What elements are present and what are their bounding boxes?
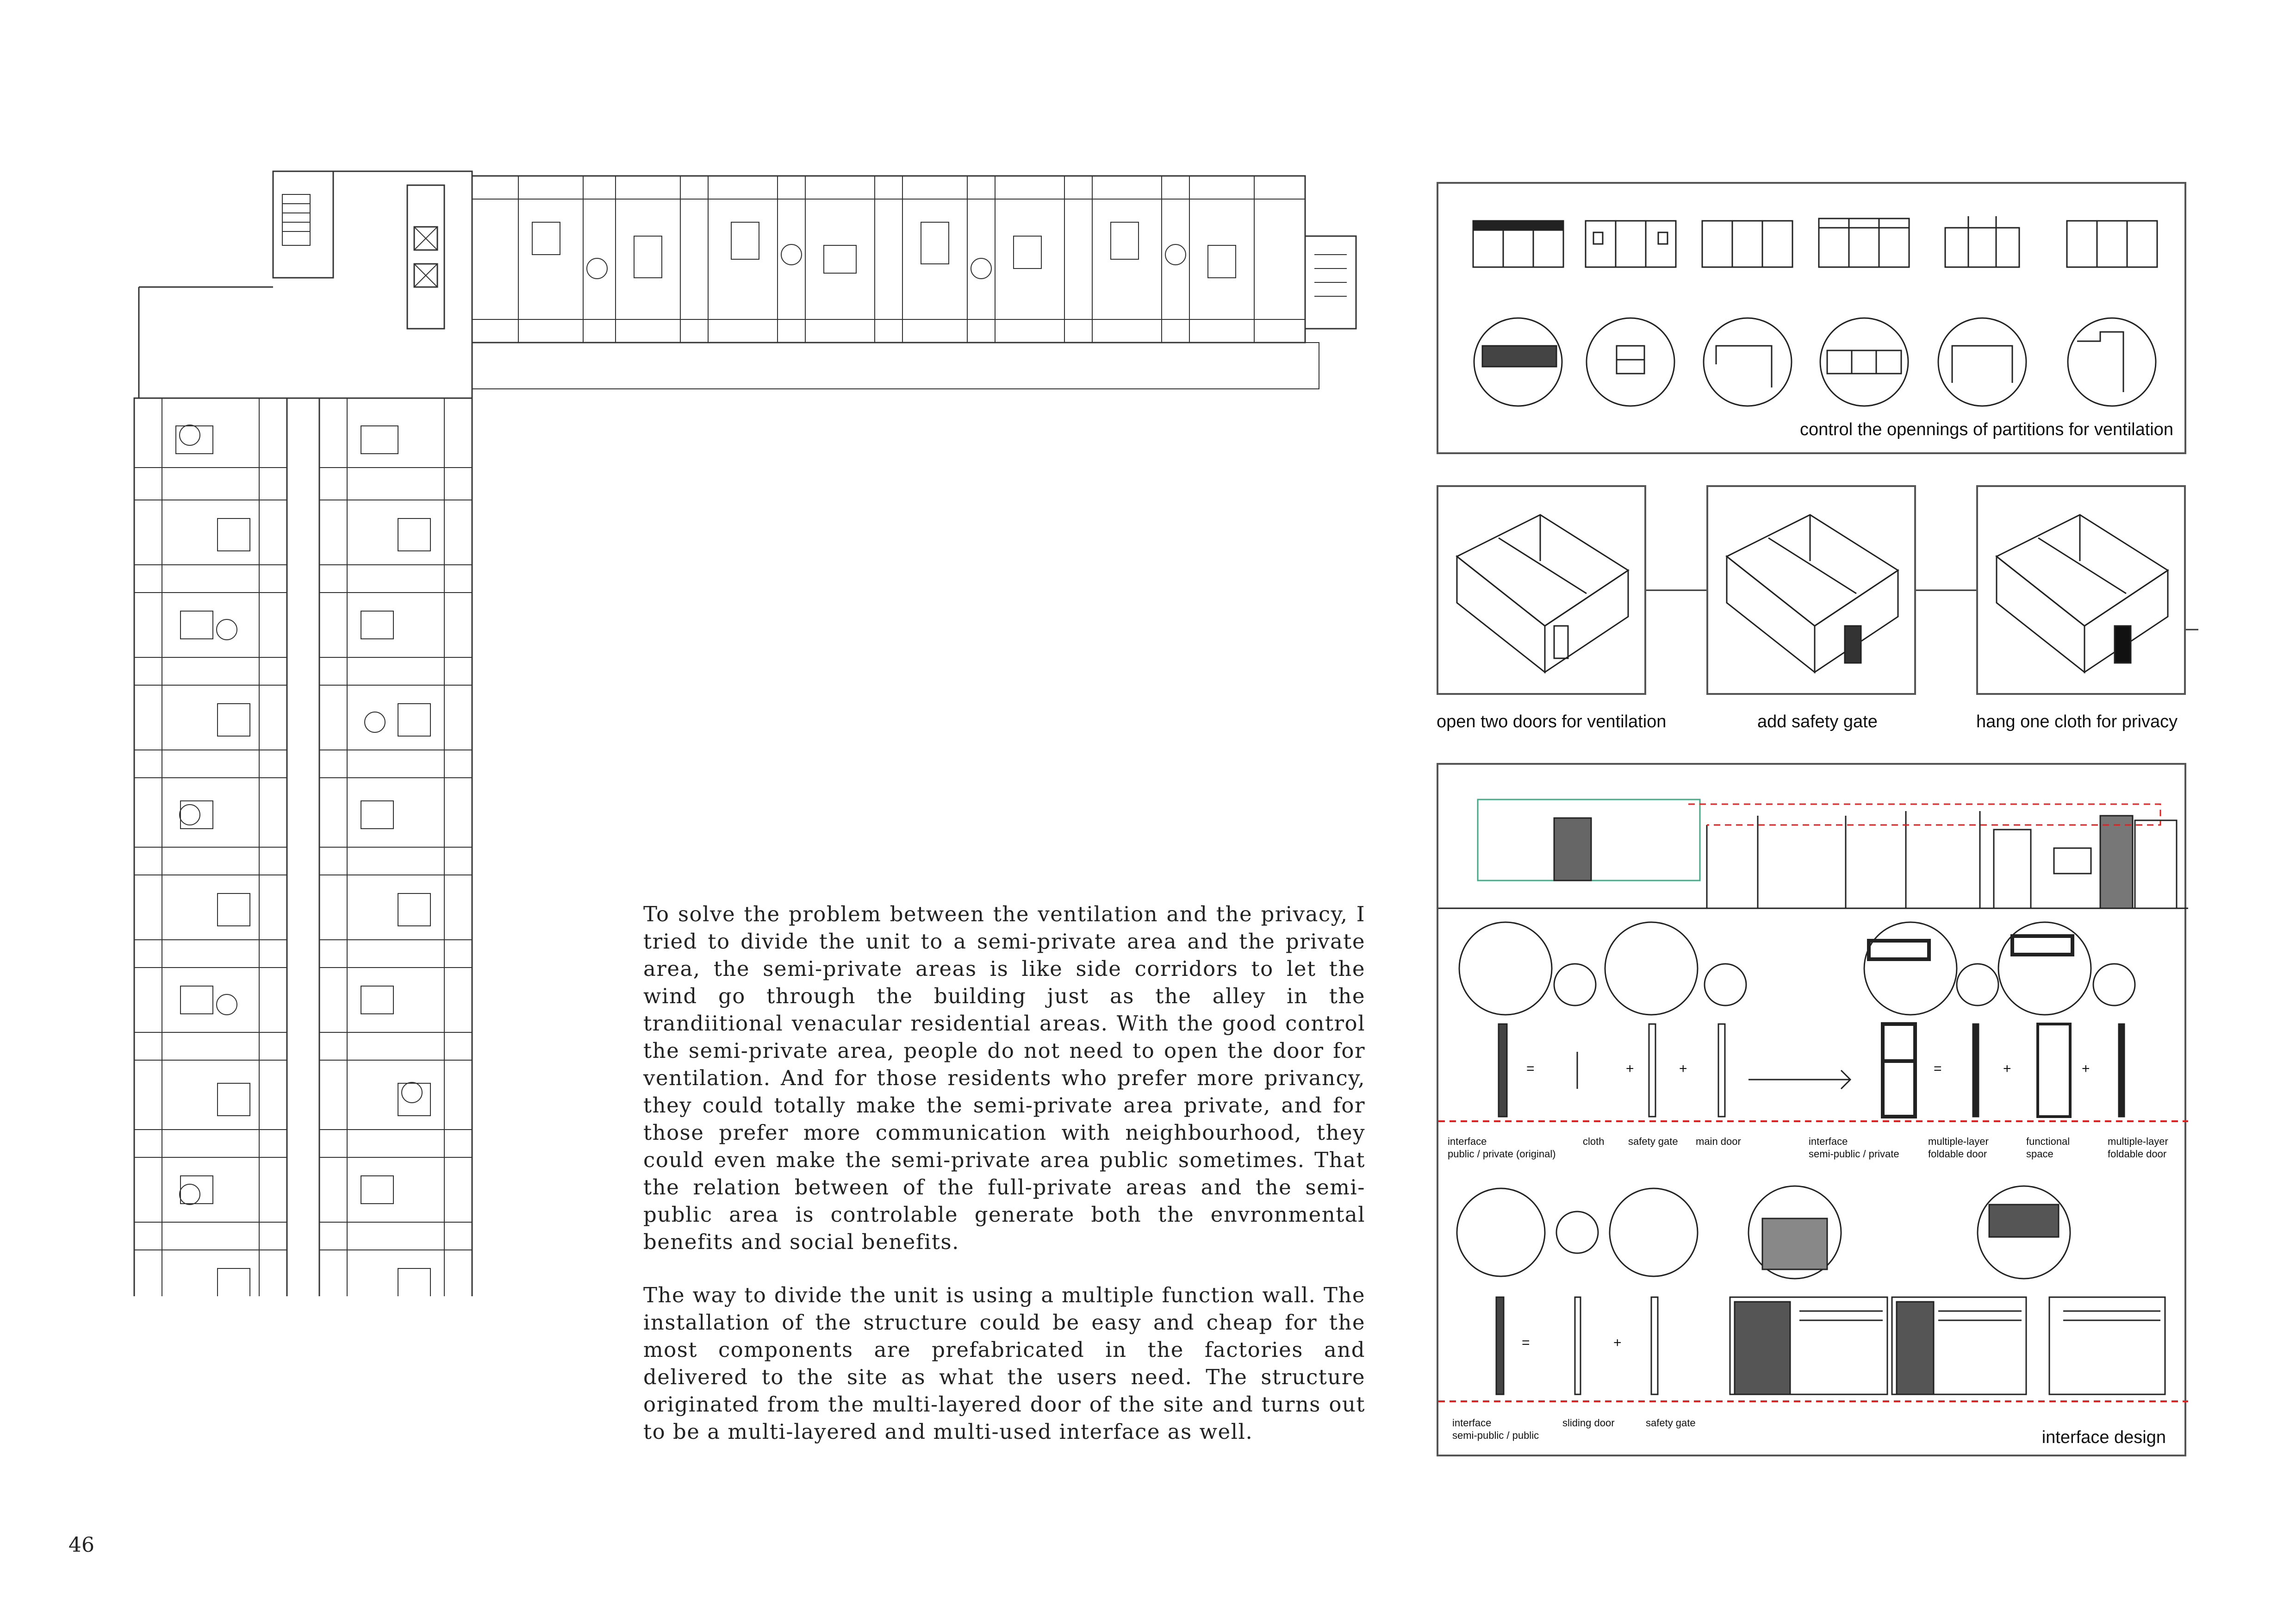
ventilation-panel xyxy=(1437,182,2186,454)
label-sliding-door: sliding door xyxy=(1562,1417,1615,1429)
label-safety-gate: safety gate xyxy=(1628,1136,1678,1147)
operator-equals-3: = xyxy=(1522,1335,1530,1350)
floor-plan-drawing xyxy=(134,167,486,1454)
axo-drawing-2 xyxy=(1708,487,1918,697)
axo-caption-3: hang one cloth for privacy xyxy=(1976,712,2178,731)
label-safety-gate-2: safety gate xyxy=(1646,1417,1696,1429)
page-number: 46 xyxy=(68,1533,94,1557)
label-interface-semi-public-private: interface semi-public / private xyxy=(1809,1136,1899,1160)
axo-caption-2: add safety gate xyxy=(1757,712,1878,731)
label-multiple-layer-door-1: multiple-layer foldable door xyxy=(1928,1136,1989,1160)
label-multiple-layer-door-2: multiple-layer foldable door xyxy=(2108,1136,2168,1160)
operator-plus-2: + xyxy=(1679,1061,1687,1076)
interface-caption: interface design xyxy=(2041,1428,2166,1447)
operator-plus-5: + xyxy=(1613,1335,1622,1350)
label-cloth: cloth xyxy=(1583,1136,1605,1147)
label-interface-public-private: interface public / private (original) xyxy=(1448,1136,1556,1160)
label-main-door: main door xyxy=(1696,1136,1741,1147)
partition-diagrams xyxy=(1438,184,2188,456)
axo-caption-1: open two doors for ventilation xyxy=(1437,712,1667,731)
label-interface-semi-public-public: interface semi-public / public xyxy=(1452,1417,1539,1441)
ventilation-caption: control the opennings of partitions for ventilation xyxy=(1800,420,2173,439)
label-functional-space: functional space xyxy=(2026,1136,2070,1160)
operator-plus-4: + xyxy=(2082,1061,2090,1076)
operator-plus-3: + xyxy=(2003,1061,2011,1076)
interface-panel xyxy=(1437,763,2186,1456)
axo-drawing-1 xyxy=(1438,487,1648,697)
body-paragraph-1: To solve the problem between the ventilation and the privacy, I tried to divide the unit to a semi-private area and the private area, the semi-private areas is like side corridors to let the wind go through the building just as the alley in the trandiitional venacular residential areas. With the good control the semi-private area, people do not need to open the door for ventilation. And for those residents who prefer more privancy, they could totally make the semi-private area private, and for those prefer more communication with neighbourhood, they could even make the semi-private area public sometimes. That the relation between of the full-private areas and the semi-public area is controlable generate both the envronmental benefits and social benefits. xyxy=(643,902,1365,1254)
axo-drawing-3 xyxy=(1978,487,2188,697)
interface-drawings xyxy=(1438,765,2188,1458)
operator-equals-1: = xyxy=(1526,1061,1535,1076)
axo-panel-3 xyxy=(1976,485,2186,695)
body-paragraph-2: The way to divide the unit is using a multiple function wall. The installation of the structure could be easy and cheap for the most components are prefabricated in the factories and delivered to the site as what the users need. The structure originated from the multi-layered door of the site and turns out to be a multi-layered and multi-used interface as well. xyxy=(643,1283,1365,1444)
operator-equals-2: = xyxy=(1934,1061,1942,1076)
axo-panel-1 xyxy=(1437,485,1646,695)
operator-plus-1: + xyxy=(1626,1061,1634,1076)
axo-panel-2 xyxy=(1706,485,1916,695)
